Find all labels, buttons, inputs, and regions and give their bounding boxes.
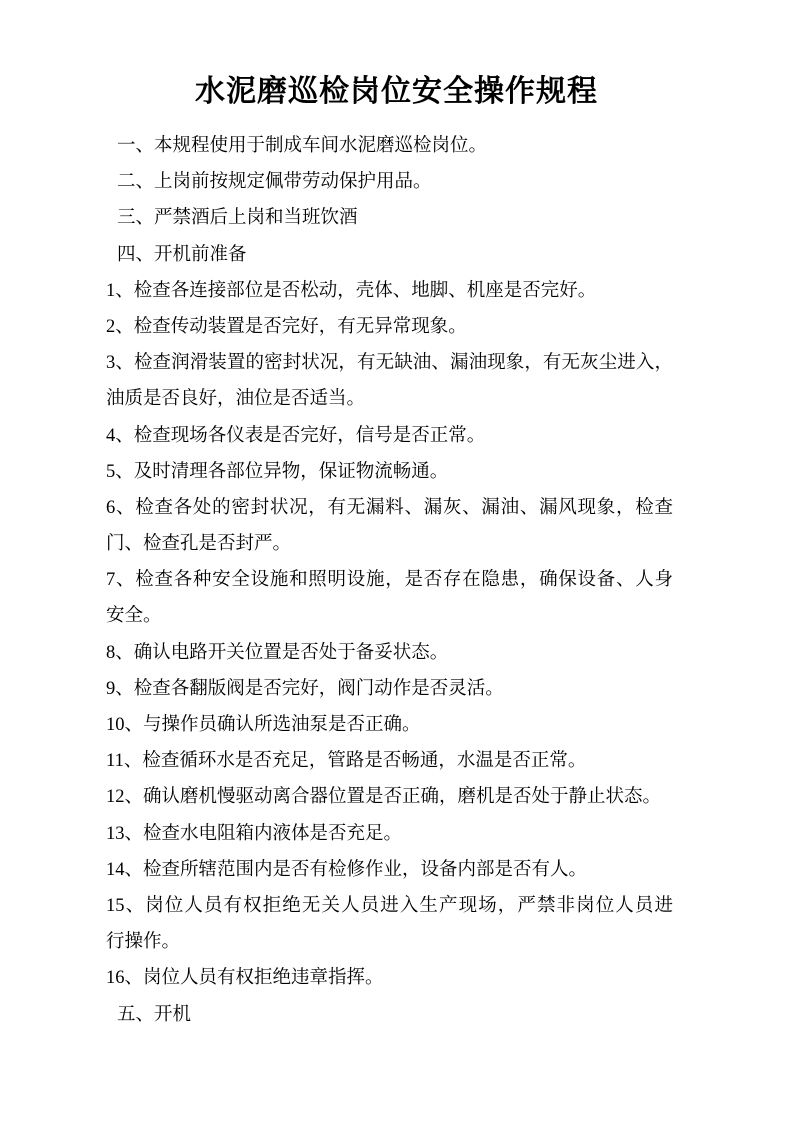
item-text: 检查各翻版阀是否完好，阀门动作是否灵活。 [133, 678, 504, 699]
item-text: 检查各连接部位是否松动，壳体、地脚、机座是否完好。 [133, 280, 597, 301]
item-label: 9、 [106, 678, 134, 699]
list-item-7-continuation [106, 381, 673, 417]
item-text: 开机 [154, 1004, 192, 1025]
list-item-11 [106, 562, 673, 598]
item-text: 与操作员确认所选油泵是否正确。 [143, 715, 421, 735]
item-label: 14、 [106, 859, 144, 880]
item-text: 本规程使用于制成车间水泥磨巡检岗位。 [154, 136, 488, 156]
list-item-9 [106, 454, 673, 490]
item-label: 6、 [106, 497, 136, 518]
item-label: 2、 [106, 316, 134, 337]
list-item-11-continuation [106, 598, 673, 634]
list-item-17 [106, 816, 673, 852]
item-label: 11、 [106, 751, 143, 772]
list-item-21 [106, 997, 673, 1033]
item-text: 检查传动装置是否完好，有无异常现象。 [133, 316, 467, 337]
item-text: 确认电路开关位置是否处于备妥状态。 [133, 642, 449, 663]
item-text: 确认磨机慢驱动离合器位置是否正确，磨机是否处于静止状态。 [143, 787, 662, 808]
list-item-5 [106, 273, 673, 309]
list-item-2 [106, 164, 673, 200]
list-item-15 [106, 743, 673, 779]
list-item-16 [106, 779, 673, 815]
list-item-3 [106, 200, 673, 236]
item-text: 行操作。 [106, 932, 181, 953]
item-label: 7、 [106, 570, 136, 591]
item-label: 二、 [117, 172, 155, 193]
item-text: 岗位人员有权拒绝违章指挥。 [143, 968, 384, 989]
item-label: 12、 [106, 787, 144, 808]
item-text: 检查所辖范围内是否有检修作业，设备内部是否有人。 [143, 859, 588, 880]
list-item-14 [106, 707, 673, 743]
item-label: 3、 [106, 353, 134, 374]
list-item-10 [106, 490, 673, 526]
list-item-12 [106, 635, 673, 671]
item-label: 三、 [117, 208, 155, 229]
item-label: 16、 [106, 968, 144, 989]
item-text: 开机前准备 [154, 244, 247, 265]
list-item-7 [106, 345, 673, 381]
list-item-6 [106, 309, 673, 345]
item-label: 1、 [106, 280, 134, 301]
item-label: 4、 [106, 425, 134, 446]
item-text: 检查循环水是否充足，管路是否畅通，水温是否正常。 [142, 751, 587, 772]
list-item-13 [106, 671, 673, 707]
item-text: 检查水电阻箱内液体是否充足。 [143, 823, 403, 844]
item-text: 检查各处的密封状况，有无漏料、漏灰、漏油、漏风现象，检查 [135, 497, 673, 518]
document-title: 水泥磨巡检岗位安全操作规程 [195, 75, 598, 108]
item-text: 检查润滑装置的密封状况，有无缺油、漏油现象，有无灰尘进入， [133, 353, 673, 374]
item-text: 岗位人员有权拒绝无关人员进入生产现场，严禁非岗位人员进 [145, 895, 673, 916]
item-text: 上岗前按规定佩带劳动保护用品。 [154, 172, 432, 193]
item-text: 安全。 [106, 606, 162, 627]
list-item-8 [106, 418, 673, 454]
item-label: 8、 [106, 642, 134, 663]
list-item-19-continuation [106, 924, 673, 960]
item-label: 10、 [106, 715, 144, 735]
item-text: 油质是否良好，油位是否适当。 [106, 389, 366, 410]
list-item-18 [106, 852, 673, 888]
item-label: 13、 [106, 823, 144, 844]
list-item-4 [106, 237, 673, 273]
item-label: 五、 [117, 1004, 155, 1025]
item-text: 及时清理各部位异物，保证物流畅通。 [133, 461, 449, 482]
item-label: 15、 [106, 895, 146, 916]
item-label: 5、 [106, 461, 134, 482]
list-item-20 [106, 960, 673, 996]
item-label: 四、 [117, 244, 155, 265]
item-text: 检查现场各仪表是否完好，信号是否正常。 [133, 425, 486, 446]
list-item-10-continuation [106, 526, 673, 562]
list-item-19 [106, 888, 673, 924]
item-label: 一、 [117, 136, 155, 156]
document-body [106, 128, 673, 1033]
item-text: 检查各种安全设施和照明设施，是否存在隐患，确保设备、人身 [135, 570, 673, 591]
list-item-1 [106, 128, 673, 164]
item-text: 严禁酒后上岗和当班饮酒 [154, 208, 358, 229]
item-text: 门、检查孔是否封严。 [106, 534, 292, 555]
